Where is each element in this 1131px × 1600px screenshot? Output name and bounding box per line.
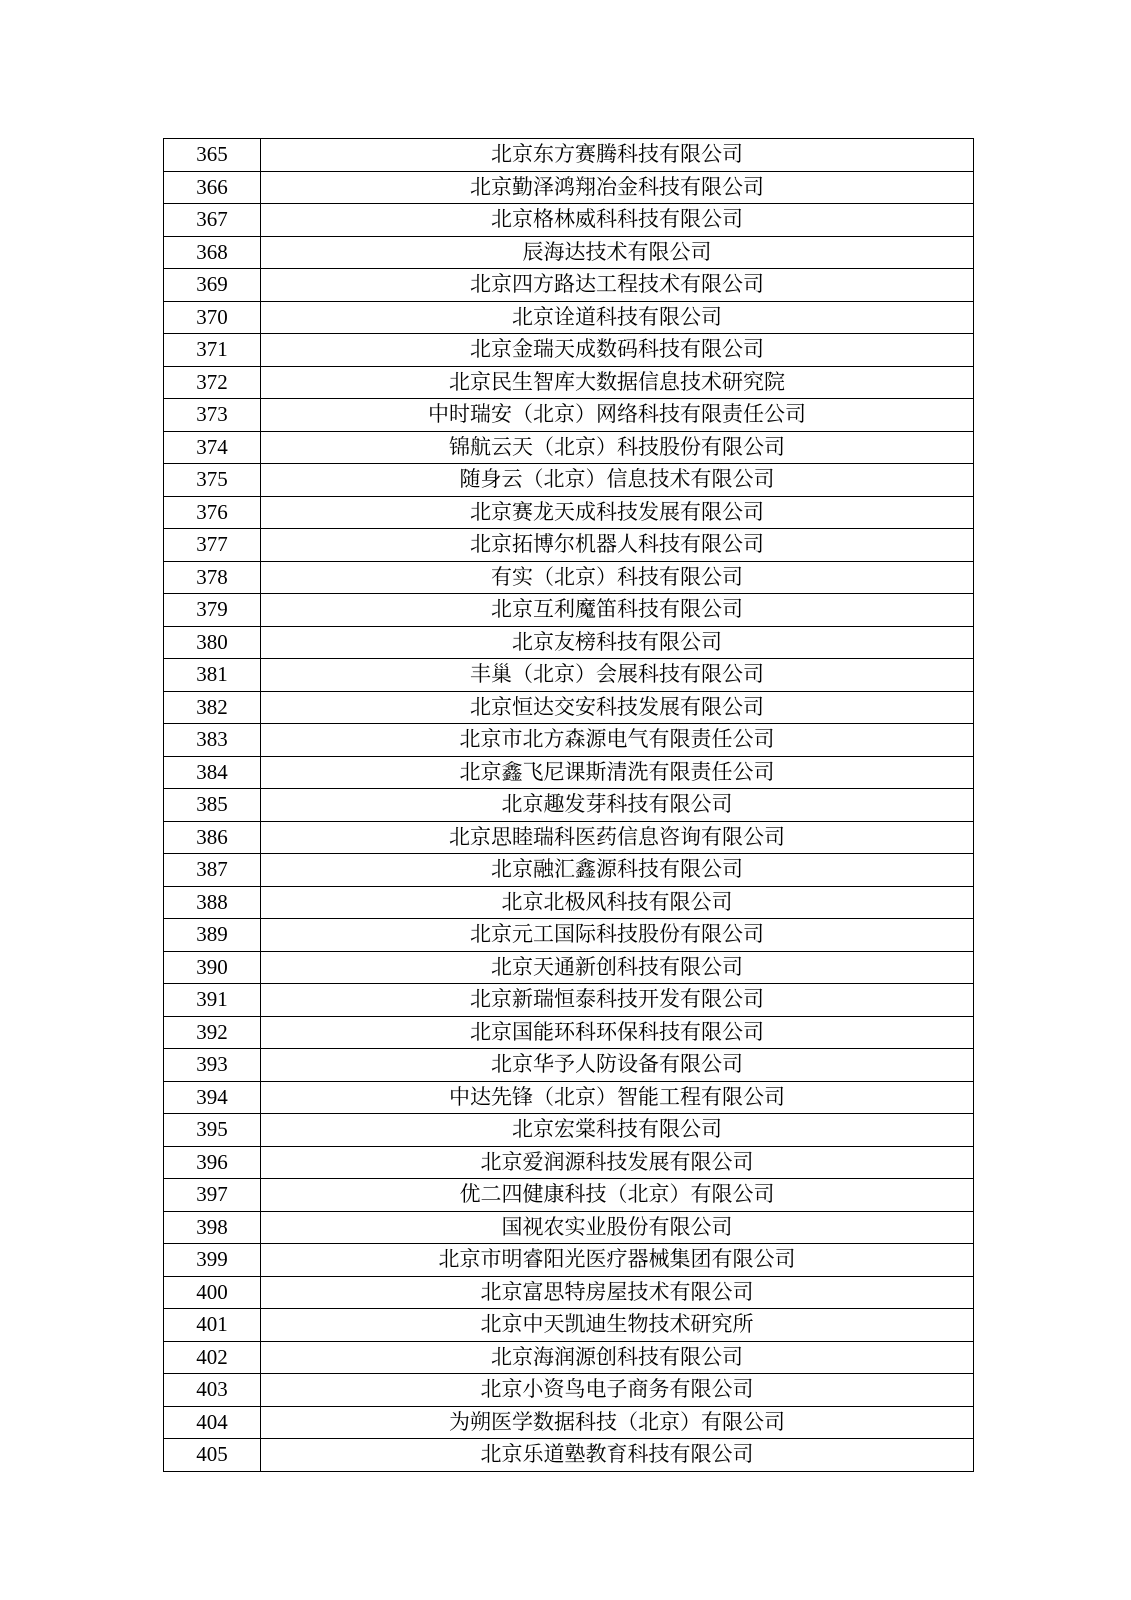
row-number-cell: 395: [164, 1114, 261, 1147]
table-row: [164, 1016, 974, 1049]
row-number-cell: 392: [164, 1016, 261, 1049]
table-row: [164, 756, 974, 789]
company-name-cell: 北京趣发芽科技有限公司: [261, 789, 974, 822]
company-name-cell: 北京小资鸟电子商务有限公司: [261, 1374, 974, 1407]
table-row: [164, 951, 974, 984]
company-name-cell: 为朔医学数据科技（北京）有限公司: [261, 1406, 974, 1439]
table-row: [164, 1081, 974, 1114]
table-row: [164, 1341, 974, 1374]
row-number-cell: 391: [164, 984, 261, 1017]
table-row: [164, 1244, 974, 1277]
row-number-cell: 365: [164, 139, 261, 172]
row-number-cell: 405: [164, 1439, 261, 1472]
table-row: [164, 334, 974, 367]
company-name-cell: 北京元工国际科技股份有限公司: [261, 919, 974, 952]
company-name-cell: 北京宏棠科技有限公司: [261, 1114, 974, 1147]
table-row: [164, 626, 974, 659]
company-name-cell: 有实（北京）科技有限公司: [261, 561, 974, 594]
table-row: [164, 561, 974, 594]
row-number-cell: 403: [164, 1374, 261, 1407]
company-name-cell: 中时瑞安（北京）网络科技有限责任公司: [261, 399, 974, 432]
row-number-cell: 367: [164, 204, 261, 237]
row-number-cell: 373: [164, 399, 261, 432]
row-number-cell: 404: [164, 1406, 261, 1439]
company-name-cell: 北京诠道科技有限公司: [261, 301, 974, 334]
company-name-cell: 北京乐道塾教育科技有限公司: [261, 1439, 974, 1472]
row-number-cell: 397: [164, 1179, 261, 1212]
table-row: [164, 1114, 974, 1147]
table-row: [164, 1439, 974, 1472]
table-row: [164, 1276, 974, 1309]
company-name-cell: 北京市北方森源电气有限责任公司: [261, 724, 974, 757]
company-name-cell: 北京民生智库大数据信息技术研究院: [261, 366, 974, 399]
company-name-cell: 北京四方路达工程技术有限公司: [261, 269, 974, 302]
table-row: [164, 659, 974, 692]
table-row: [164, 269, 974, 302]
table-row: [164, 1309, 974, 1342]
row-number-cell: 374: [164, 431, 261, 464]
company-list-table: [163, 138, 974, 1472]
company-name-cell: 辰海达技术有限公司: [261, 236, 974, 269]
company-name-cell: 北京友榜科技有限公司: [261, 626, 974, 659]
table-row: [164, 1179, 974, 1212]
table-row: [164, 204, 974, 237]
row-number-cell: 396: [164, 1146, 261, 1179]
row-number-cell: 386: [164, 821, 261, 854]
row-number-cell: 366: [164, 171, 261, 204]
row-number-cell: 377: [164, 529, 261, 562]
row-number-cell: 394: [164, 1081, 261, 1114]
table-row: [164, 1406, 974, 1439]
row-number-cell: 382: [164, 691, 261, 724]
company-name-cell: 北京华予人防设备有限公司: [261, 1049, 974, 1082]
company-name-cell: 北京爱润源科技发展有限公司: [261, 1146, 974, 1179]
table-row: [164, 886, 974, 919]
company-name-cell: 北京互利魔笛科技有限公司: [261, 594, 974, 627]
row-number-cell: 401: [164, 1309, 261, 1342]
row-number-cell: 379: [164, 594, 261, 627]
row-number-cell: 393: [164, 1049, 261, 1082]
table-row: [164, 366, 974, 399]
company-name-cell: 北京思睦瑞科医药信息咨询有限公司: [261, 821, 974, 854]
table-row: [164, 854, 974, 887]
table-row: [164, 399, 974, 432]
row-number-cell: 384: [164, 756, 261, 789]
row-number-cell: 380: [164, 626, 261, 659]
row-number-cell: 383: [164, 724, 261, 757]
company-name-cell: 北京融汇鑫源科技有限公司: [261, 854, 974, 887]
company-name-cell: 北京勤泽鸿翔冶金科技有限公司: [261, 171, 974, 204]
row-number-cell: 388: [164, 886, 261, 919]
table-row: [164, 919, 974, 952]
company-name-cell: 北京金瑞天成数码科技有限公司: [261, 334, 974, 367]
company-name-cell: 北京新瑞恒泰科技开发有限公司: [261, 984, 974, 1017]
table-row: [164, 1211, 974, 1244]
table-row: [164, 139, 974, 172]
row-number-cell: 372: [164, 366, 261, 399]
company-name-cell: 北京富思特房屋技术有限公司: [261, 1276, 974, 1309]
company-name-cell: 随身云（北京）信息技术有限公司: [261, 464, 974, 497]
table-row: [164, 724, 974, 757]
company-name-cell: 优二四健康科技（北京）有限公司: [261, 1179, 974, 1212]
table-row: [164, 1049, 974, 1082]
company-name-cell: 北京格林威科科技有限公司: [261, 204, 974, 237]
company-name-cell: 北京拓博尔机器人科技有限公司: [261, 529, 974, 562]
company-list-body: [164, 139, 974, 1472]
company-name-cell: 北京中天凯迪生物技术研究所: [261, 1309, 974, 1342]
table-row: [164, 691, 974, 724]
row-number-cell: 387: [164, 854, 261, 887]
row-number-cell: 369: [164, 269, 261, 302]
row-number-cell: 389: [164, 919, 261, 952]
table-row: [164, 594, 974, 627]
table-row: [164, 529, 974, 562]
row-number-cell: 370: [164, 301, 261, 334]
company-name-cell: 北京天通新创科技有限公司: [261, 951, 974, 984]
table-row: [164, 301, 974, 334]
table-row: [164, 171, 974, 204]
row-number-cell: 381: [164, 659, 261, 692]
company-name-cell: 北京鑫飞尼课斯清洗有限责任公司: [261, 756, 974, 789]
table-row: [164, 496, 974, 529]
company-name-cell: 北京恒达交安科技发展有限公司: [261, 691, 974, 724]
company-name-cell: 北京市明睿阳光医疗器械集团有限公司: [261, 1244, 974, 1277]
row-number-cell: 400: [164, 1276, 261, 1309]
company-name-cell: 北京国能环科环保科技有限公司: [261, 1016, 974, 1049]
company-name-cell: 北京海润源创科技有限公司: [261, 1341, 974, 1374]
row-number-cell: 368: [164, 236, 261, 269]
row-number-cell: 376: [164, 496, 261, 529]
row-number-cell: 378: [164, 561, 261, 594]
table-row: [164, 431, 974, 464]
table-row: [164, 984, 974, 1017]
company-name-cell: 丰巢（北京）会展科技有限公司: [261, 659, 974, 692]
table-row: [164, 236, 974, 269]
company-name-cell: 锦航云天（北京）科技股份有限公司: [261, 431, 974, 464]
company-name-cell: 中达先锋（北京）智能工程有限公司: [261, 1081, 974, 1114]
table-row: [164, 789, 974, 822]
company-name-cell: 北京北极风科技有限公司: [261, 886, 974, 919]
table-row: [164, 1374, 974, 1407]
row-number-cell: 390: [164, 951, 261, 984]
table-row: [164, 821, 974, 854]
company-name-cell: 国视农实业股份有限公司: [261, 1211, 974, 1244]
table-row: [164, 464, 974, 497]
row-number-cell: 402: [164, 1341, 261, 1374]
row-number-cell: 398: [164, 1211, 261, 1244]
table-row: [164, 1146, 974, 1179]
row-number-cell: 385: [164, 789, 261, 822]
row-number-cell: 399: [164, 1244, 261, 1277]
row-number-cell: 371: [164, 334, 261, 367]
row-number-cell: 375: [164, 464, 261, 497]
company-name-cell: 北京东方赛腾科技有限公司: [261, 139, 974, 172]
company-name-cell: 北京赛龙天成科技发展有限公司: [261, 496, 974, 529]
